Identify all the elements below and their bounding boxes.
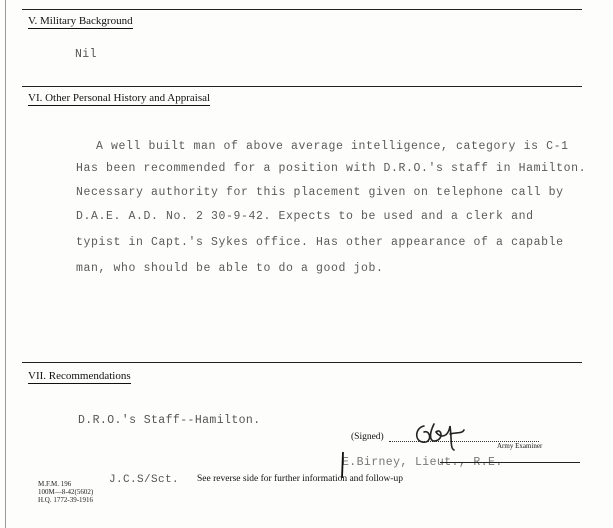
section-divider — [22, 9, 582, 10]
section-divider — [22, 86, 582, 87]
appraisal-line: Necessary authority for this placement given on telephone call by — [76, 186, 564, 199]
recommendation-value: D.R.O.'s Staff--Hamilton. — [78, 414, 261, 427]
form-number-line: H.Q. 1772-39-1916 — [38, 496, 94, 504]
section-heading-personal: VI. Other Personal History and Appraisal — [28, 92, 211, 104]
appraisal-line: D.A.E. A.D. No. 2 30-9-42. Expects to be used and a clerk and — [76, 210, 534, 223]
military-background-value: Nil — [75, 48, 97, 61]
section-heading-military: V. Military Background — [28, 15, 133, 27]
signature-underline — [440, 462, 580, 463]
form-number-line: M.F.M. 196 — [38, 480, 72, 488]
section-divider — [22, 362, 582, 363]
handwritten-signature — [410, 418, 470, 454]
appraisal-line: Has been recommended for a position with D.R.O.'s staff in Hamilton. — [76, 162, 587, 175]
signed-label: (Signed) — [351, 432, 384, 442]
appraisal-line: A well built man of above average intelligence, category is C-1 — [96, 140, 569, 153]
section-heading-recommendations: VII. Recommendations — [28, 370, 131, 382]
appraisal-line: man, who should be able to do a good job. — [76, 262, 384, 275]
footer-note: See reverse side for further information and follow-up — [197, 474, 404, 484]
appraisal-line: typist in Capt.'s Sykes office. Has other appearance of a capable — [76, 236, 564, 249]
typist-initials: J.C.S/Sct. — [109, 474, 180, 486]
examiner-typed-name: E.Birney, Lieut., R.E. — [342, 456, 503, 469]
page-edge — [5, 0, 6, 528]
army-examiner-label: Army Examiner — [497, 442, 543, 450]
form-number-line: 100M—8-42(5602) — [38, 488, 94, 496]
